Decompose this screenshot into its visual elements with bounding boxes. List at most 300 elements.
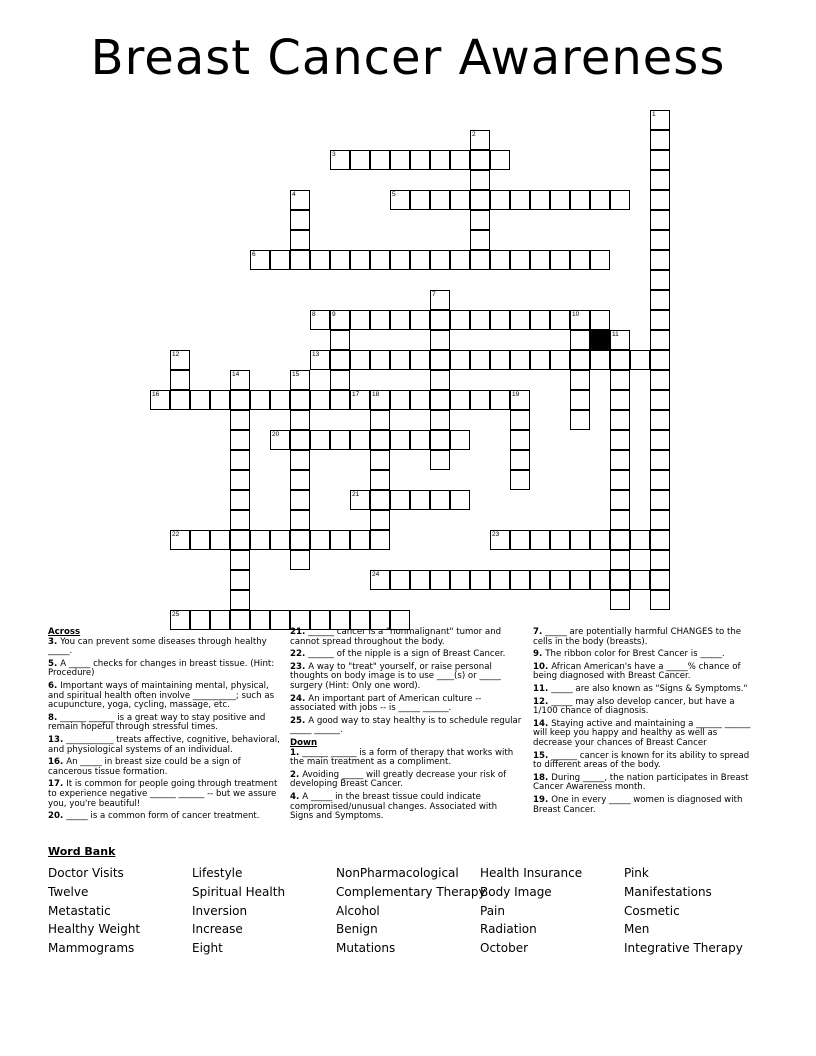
grid-cell[interactable] — [450, 490, 470, 510]
grid-cell[interactable] — [470, 210, 490, 230]
grid-cell[interactable] — [650, 310, 670, 330]
grid-cell[interactable] — [490, 310, 510, 330]
grid-cell[interactable] — [230, 450, 250, 470]
grid-cell[interactable] — [650, 410, 670, 430]
grid-cell[interactable] — [250, 390, 270, 410]
down-clue — [533, 774, 759, 793]
grid-cell[interactable] — [270, 610, 290, 630]
grid-cell[interactable] — [210, 610, 230, 630]
grid-cell[interactable] — [650, 230, 670, 250]
grid-cell[interactable] — [610, 390, 630, 410]
grid-cell[interactable] — [290, 490, 310, 510]
clue-number-label: 9. — [533, 649, 546, 660]
grid-cell[interactable] — [350, 530, 370, 550]
grid-cell[interactable] — [470, 230, 490, 250]
grid-cell[interactable] — [450, 190, 470, 210]
grid-cell[interactable] — [590, 530, 610, 550]
grid-cell[interactable] — [190, 390, 210, 410]
across-clue — [48, 682, 282, 711]
grid-cell[interactable] — [310, 310, 330, 330]
grid-cell[interactable] — [330, 350, 350, 370]
grid-cell[interactable] — [590, 190, 610, 210]
down-clue — [533, 663, 759, 682]
grid-cell[interactable] — [530, 310, 550, 330]
grid-cell[interactable] — [230, 370, 250, 390]
grid-cell[interactable] — [170, 530, 190, 550]
grid-cell[interactable] — [290, 250, 310, 270]
grid-cell[interactable] — [610, 190, 630, 210]
grid-cell[interactable] — [610, 490, 630, 510]
grid-cell[interactable] — [630, 530, 650, 550]
grid-cell[interactable] — [330, 530, 350, 550]
clue-text: _____ are potentially harmful CHANGES to the cells in the body (breasts). — [533, 627, 742, 647]
grid-cell[interactable] — [170, 350, 190, 370]
grid-cell[interactable] — [510, 450, 530, 470]
grid-cell[interactable] — [370, 470, 390, 490]
grid-cell[interactable] — [250, 530, 270, 550]
grid-cell[interactable] — [170, 390, 190, 410]
grid-cell[interactable] — [370, 150, 390, 170]
grid-cell[interactable] — [170, 370, 190, 390]
clue-number: 18 — [372, 391, 380, 398]
grid-cell[interactable] — [210, 390, 230, 410]
grid-cell[interactable] — [610, 470, 630, 490]
grid-cell[interactable] — [390, 150, 410, 170]
grid-cell[interactable] — [570, 310, 590, 330]
clue-number-label: 13. — [48, 734, 67, 745]
grid-cell[interactable] — [350, 390, 370, 410]
grid-cell[interactable] — [490, 530, 510, 550]
grid-cell[interactable] — [290, 390, 310, 410]
grid-cell[interactable] — [570, 190, 590, 210]
grid-cell[interactable] — [230, 490, 250, 510]
across-header: Across — [48, 627, 81, 637]
grid-cell[interactable] — [310, 430, 330, 450]
word-bank-item: Twelve — [48, 884, 89, 899]
grid-cell[interactable] — [330, 250, 350, 270]
grid-cell[interactable] — [310, 530, 330, 550]
grid-cell[interactable] — [410, 150, 430, 170]
grid-cell[interactable] — [630, 350, 650, 370]
clue-number: 13 — [312, 351, 320, 358]
grid-cell[interactable] — [490, 150, 510, 170]
grid-cell[interactable] — [650, 550, 670, 570]
grid-cell[interactable] — [490, 390, 510, 410]
grid-cell[interactable] — [570, 390, 590, 410]
grid-cell[interactable] — [390, 390, 410, 410]
grid-cell[interactable] — [630, 570, 650, 590]
clue-text: A good way to stay healthy is to schedule regular _____ ______. — [290, 715, 522, 736]
grid-cell[interactable] — [430, 370, 450, 390]
grid-cell[interactable] — [370, 350, 390, 370]
grid-cell[interactable] — [370, 510, 390, 530]
clue-number: 16 — [152, 391, 160, 398]
grid-cell[interactable] — [610, 550, 630, 570]
grid-cell[interactable] — [250, 250, 270, 270]
down-clue — [533, 720, 759, 749]
clue-text: _____ is a common form of cancer treatment. — [66, 811, 260, 822]
grid-cell[interactable] — [450, 390, 470, 410]
grid-cell[interactable] — [510, 430, 530, 450]
grid-cell[interactable] — [290, 470, 310, 490]
grid-cell[interactable] — [270, 530, 290, 550]
grid-cell[interactable] — [370, 250, 390, 270]
grid-cell[interactable] — [570, 250, 590, 270]
grid-cell[interactable] — [510, 570, 530, 590]
word-bank-item: Integrative Therapy — [624, 941, 743, 956]
clue-text: A way to "treat" yourself, or raise personal thoughts on body image is to use ____(s) or _____ surgery (Hint: Only one word). — [290, 661, 501, 691]
grid-cell[interactable] — [230, 590, 250, 610]
across-clue — [290, 695, 522, 714]
grid-cell[interactable] — [610, 530, 630, 550]
grid-cell[interactable] — [190, 610, 210, 630]
grid-cell[interactable] — [230, 410, 250, 430]
grid-cell[interactable] — [430, 150, 450, 170]
word-bank-item: Health Insurance — [480, 866, 583, 880]
grid-cell[interactable] — [430, 390, 450, 410]
grid-cell[interactable] — [450, 250, 470, 270]
grid-cell[interactable] — [410, 190, 430, 210]
grid-cell[interactable] — [450, 350, 470, 370]
clue-text: Important ways of maintaining mental, physical, and spiritual health often involve __________; such as acupuncture, yoga, cycling, massage, etc. — [48, 680, 275, 711]
grid-cell[interactable] — [370, 530, 390, 550]
grid-cell[interactable] — [290, 210, 310, 230]
clue-number-label: 4. — [290, 791, 303, 802]
grid-cell[interactable] — [650, 210, 670, 230]
clue-number-label: 7. — [533, 627, 546, 637]
clue-number: 15 — [292, 371, 300, 378]
clue-number: 12 — [172, 351, 180, 358]
clue-number-label: 8. — [48, 712, 61, 723]
grid-cell[interactable] — [470, 570, 490, 590]
grid-cell[interactable] — [230, 390, 250, 410]
grid-cell[interactable] — [450, 150, 470, 170]
grid-cell[interactable] — [650, 330, 670, 350]
clue-number-label: 14. — [533, 718, 552, 729]
word-bank-item: Lifestyle — [192, 866, 243, 880]
grid-cell[interactable] — [550, 350, 570, 370]
grid-cell[interactable] — [390, 250, 410, 270]
grid-cell[interactable] — [150, 390, 170, 410]
grid-cell[interactable] — [510, 190, 530, 210]
grid-cell[interactable] — [530, 350, 550, 370]
clue-text: The ribbon color for Brest Cancer is _____. — [545, 649, 725, 660]
grid-cell[interactable] — [650, 110, 670, 130]
grid-cell[interactable] — [490, 350, 510, 370]
word-bank-item: Alcohol — [336, 903, 380, 918]
grid-cell[interactable] — [290, 510, 310, 530]
word-bank-item: Mammograms — [48, 941, 135, 956]
grid-cell[interactable] — [510, 310, 530, 330]
grid-cell[interactable] — [230, 470, 250, 490]
clue-text: An important part of American culture -- associated with jobs -- is _____ ______. — [290, 693, 482, 714]
grid-cell[interactable] — [290, 450, 310, 470]
grid-cell[interactable] — [350, 490, 370, 510]
grid-cell[interactable] — [410, 570, 430, 590]
grid-cell[interactable] — [570, 570, 590, 590]
grid-cell[interactable] — [610, 330, 630, 350]
grid-cell[interactable] — [410, 490, 430, 510]
clue-number: 7 — [432, 291, 436, 298]
grid-cell[interactable] — [230, 550, 250, 570]
grid-cell[interactable] — [350, 350, 370, 370]
grid-cell[interactable] — [610, 510, 630, 530]
grid-cell[interactable] — [570, 530, 590, 550]
down-clue — [290, 793, 522, 822]
clue-text: Staying active and maintaining a ______ ______ will keep you happy and healthy as well as decrease your chances of Breast Cancer — [533, 718, 751, 748]
clue-number-label: 23. — [290, 661, 309, 672]
grid-cell[interactable] — [370, 390, 390, 410]
across-clue — [48, 736, 282, 755]
grid-cell[interactable] — [430, 310, 450, 330]
grid-cell[interactable] — [410, 250, 430, 270]
grid-cell[interactable] — [430, 330, 450, 350]
grid-cell[interactable] — [490, 570, 510, 590]
grid-cell[interactable] — [650, 150, 670, 170]
grid-cell[interactable] — [330, 330, 350, 350]
grid-cell[interactable] — [570, 370, 590, 390]
grid-black-cell — [590, 330, 610, 350]
clue-number: 9 — [332, 311, 336, 318]
grid-cell[interactable] — [390, 490, 410, 510]
grid-cell[interactable] — [650, 370, 670, 390]
grid-cell[interactable] — [170, 610, 190, 630]
down-clues-col3 — [533, 628, 759, 818]
grid-cell[interactable] — [570, 350, 590, 370]
clue-text: ______ ______ is a form of therapy that works with the main treatment as a compliment. — [290, 747, 514, 768]
grid-cell[interactable] — [610, 430, 630, 450]
word-bank-item: Pain — [480, 903, 505, 918]
clue-number-label: 12. — [533, 696, 552, 707]
grid-cell[interactable] — [650, 530, 670, 550]
grid-cell[interactable] — [510, 390, 530, 410]
grid-cell[interactable] — [590, 350, 610, 370]
grid-cell[interactable] — [390, 310, 410, 330]
grid-cell[interactable] — [650, 430, 670, 450]
clue-number-label: 6. — [48, 680, 61, 691]
grid-cell[interactable] — [270, 250, 290, 270]
grid-cell[interactable] — [430, 450, 450, 470]
grid-cell[interactable] — [610, 370, 630, 390]
clue-number: 20 — [272, 431, 280, 438]
grid-cell[interactable] — [570, 410, 590, 430]
grid-cell[interactable] — [550, 530, 570, 550]
clue-text: _____ may also develop cancer, but have a 1/100 chance of diagnosis. — [533, 696, 735, 717]
grid-cell[interactable] — [650, 570, 670, 590]
clue-number-label: 18. — [533, 772, 552, 783]
grid-cell[interactable] — [650, 130, 670, 150]
grid-cell[interactable] — [470, 190, 490, 210]
grid-cell[interactable] — [390, 190, 410, 210]
grid-cell[interactable] — [650, 270, 670, 290]
grid-cell[interactable] — [370, 450, 390, 470]
down-clue — [533, 650, 759, 660]
grid-cell[interactable] — [530, 530, 550, 550]
grid-cell[interactable] — [470, 390, 490, 410]
down-clue — [533, 685, 759, 695]
grid-cell[interactable] — [290, 430, 310, 450]
grid-cell[interactable] — [510, 350, 530, 370]
grid-cell[interactable] — [430, 410, 450, 430]
clue-number: 2 — [472, 131, 476, 138]
grid-cell[interactable] — [530, 570, 550, 590]
grid-cell[interactable] — [430, 290, 450, 310]
grid-cell[interactable] — [590, 310, 610, 330]
clue-text: A _____ in the breast tissue could indicate compromised/unusual changes. Associated with Signs and Symptoms. — [290, 791, 498, 822]
grid-cell[interactable] — [410, 310, 430, 330]
grid-cell[interactable] — [410, 430, 430, 450]
grid-cell[interactable] — [210, 530, 230, 550]
grid-cell[interactable] — [610, 450, 630, 470]
clue-number-label: 24. — [290, 693, 309, 704]
grid-cell[interactable] — [650, 490, 670, 510]
grid-cell[interactable] — [290, 370, 310, 390]
grid-cell[interactable] — [430, 250, 450, 270]
word-bank-item: Inversion — [192, 903, 248, 918]
clue-number: 8 — [312, 311, 316, 318]
grid-cell[interactable] — [230, 610, 250, 630]
clues-col2 — [290, 628, 522, 825]
grid-cell[interactable] — [510, 530, 530, 550]
grid-cell[interactable] — [410, 390, 430, 410]
grid-cell[interactable] — [550, 250, 570, 270]
grid-cell[interactable] — [610, 590, 630, 610]
word-bank-item: Healthy Weight — [48, 922, 141, 937]
grid-cell[interactable] — [310, 390, 330, 410]
grid-cell[interactable] — [530, 190, 550, 210]
grid-cell[interactable] — [430, 350, 450, 370]
grid-cell[interactable] — [350, 150, 370, 170]
grid-cell[interactable] — [650, 290, 670, 310]
grid-cell[interactable] — [450, 310, 470, 330]
clue-number: 19 — [512, 391, 520, 398]
clue-text: During _____, the nation participates in Breast Cancer Awareness month. — [533, 772, 749, 793]
grid-cell[interactable] — [410, 350, 430, 370]
grid-cell[interactable] — [290, 550, 310, 570]
grid-cell[interactable] — [470, 150, 490, 170]
grid-cell[interactable] — [330, 310, 350, 330]
grid-cell[interactable] — [530, 250, 550, 270]
grid-cell[interactable] — [650, 590, 670, 610]
grid-cell[interactable] — [430, 190, 450, 210]
grid-cell[interactable] — [590, 570, 610, 590]
grid-cell[interactable] — [650, 190, 670, 210]
grid-cell[interactable] — [650, 350, 670, 370]
down-clue — [533, 752, 759, 771]
grid-cell[interactable] — [270, 430, 290, 450]
clue-text: African American's have a _____% chance of being diagnosed with Breast Cancer. — [533, 661, 741, 682]
grid-cell[interactable] — [390, 570, 410, 590]
clue-text: An _____ in breast size could be a sign of cancerous tissue formation. — [48, 757, 241, 777]
grid-cell[interactable] — [290, 530, 310, 550]
grid-cell[interactable] — [290, 190, 310, 210]
grid-cell[interactable] — [510, 250, 530, 270]
grid-cell[interactable] — [330, 150, 350, 170]
grid-cell[interactable] — [550, 570, 570, 590]
grid-cell[interactable] — [290, 230, 310, 250]
clue-text: ______ cancer is known for its ability to spread to different areas of the body. — [533, 750, 750, 771]
grid-cell[interactable] — [450, 430, 470, 450]
grid-cell[interactable] — [310, 350, 330, 370]
grid-cell[interactable] — [390, 350, 410, 370]
grid-cell[interactable] — [370, 430, 390, 450]
grid-cell[interactable] — [390, 430, 410, 450]
grid-cell[interactable] — [550, 310, 570, 330]
grid-cell[interactable] — [570, 330, 590, 350]
down-clue — [533, 796, 759, 815]
grid-cell[interactable] — [450, 570, 470, 590]
clue-text: ______ of the nipple is a sign of Breast Cancer. — [308, 649, 506, 660]
grid-cell[interactable] — [190, 530, 210, 550]
word-bank-item: Increase — [192, 922, 243, 937]
grid-cell[interactable] — [650, 250, 670, 270]
grid-cell[interactable] — [330, 370, 350, 390]
grid-cell[interactable] — [290, 410, 310, 430]
across-clue — [48, 660, 282, 679]
grid-cell[interactable] — [510, 470, 530, 490]
grid-cell[interactable] — [370, 490, 390, 510]
grid-cell[interactable] — [650, 510, 670, 530]
clue-text: A _____ checks for changes in breast tissue. (Hint: Procedure) — [48, 658, 275, 679]
clue-number: 25 — [172, 611, 180, 618]
grid-cell[interactable] — [330, 390, 350, 410]
grid-cell[interactable] — [230, 530, 250, 550]
grid-cell[interactable] — [490, 190, 510, 210]
word-bank-item: Cosmetic — [624, 903, 680, 918]
grid-cell[interactable] — [470, 350, 490, 370]
grid-cell[interactable] — [370, 410, 390, 430]
grid-cell[interactable] — [610, 570, 630, 590]
grid-cell[interactable] — [370, 310, 390, 330]
grid-cell[interactable] — [490, 250, 510, 270]
grid-cell[interactable] — [590, 250, 610, 270]
grid-cell[interactable] — [650, 470, 670, 490]
grid-cell[interactable] — [230, 430, 250, 450]
clue-number: 3 — [332, 151, 336, 158]
grid-cell[interactable] — [330, 430, 350, 450]
clue-number: 23 — [492, 531, 500, 538]
across-clue — [48, 758, 282, 777]
grid-cell[interactable] — [250, 610, 270, 630]
grid-cell[interactable] — [470, 310, 490, 330]
word-bank-item: Metastatic — [48, 903, 111, 918]
grid-cell[interactable] — [650, 170, 670, 190]
grid-cell[interactable] — [650, 450, 670, 470]
grid-cell[interactable] — [430, 490, 450, 510]
grid-cell[interactable] — [350, 310, 370, 330]
grid-cell[interactable] — [550, 190, 570, 210]
grid-cell[interactable] — [610, 410, 630, 430]
grid-cell[interactable] — [370, 570, 390, 590]
grid-cell[interactable] — [310, 250, 330, 270]
grid-cell[interactable] — [350, 250, 370, 270]
grid-cell[interactable] — [650, 390, 670, 410]
grid-cell[interactable] — [470, 250, 490, 270]
clue-number: 14 — [232, 371, 240, 378]
grid-cell[interactable] — [230, 510, 250, 530]
grid-cell[interactable] — [470, 170, 490, 190]
grid-cell[interactable] — [430, 570, 450, 590]
grid-cell[interactable] — [430, 430, 450, 450]
grid-cell[interactable] — [470, 130, 490, 150]
grid-cell[interactable] — [270, 390, 290, 410]
grid-cell[interactable] — [350, 430, 370, 450]
grid-cell[interactable] — [610, 350, 630, 370]
grid-cell[interactable] — [510, 410, 530, 430]
word-bank-item: Spiritual Health — [192, 884, 286, 899]
grid-cell[interactable] — [230, 570, 250, 590]
word-bank-item: October — [480, 941, 529, 956]
